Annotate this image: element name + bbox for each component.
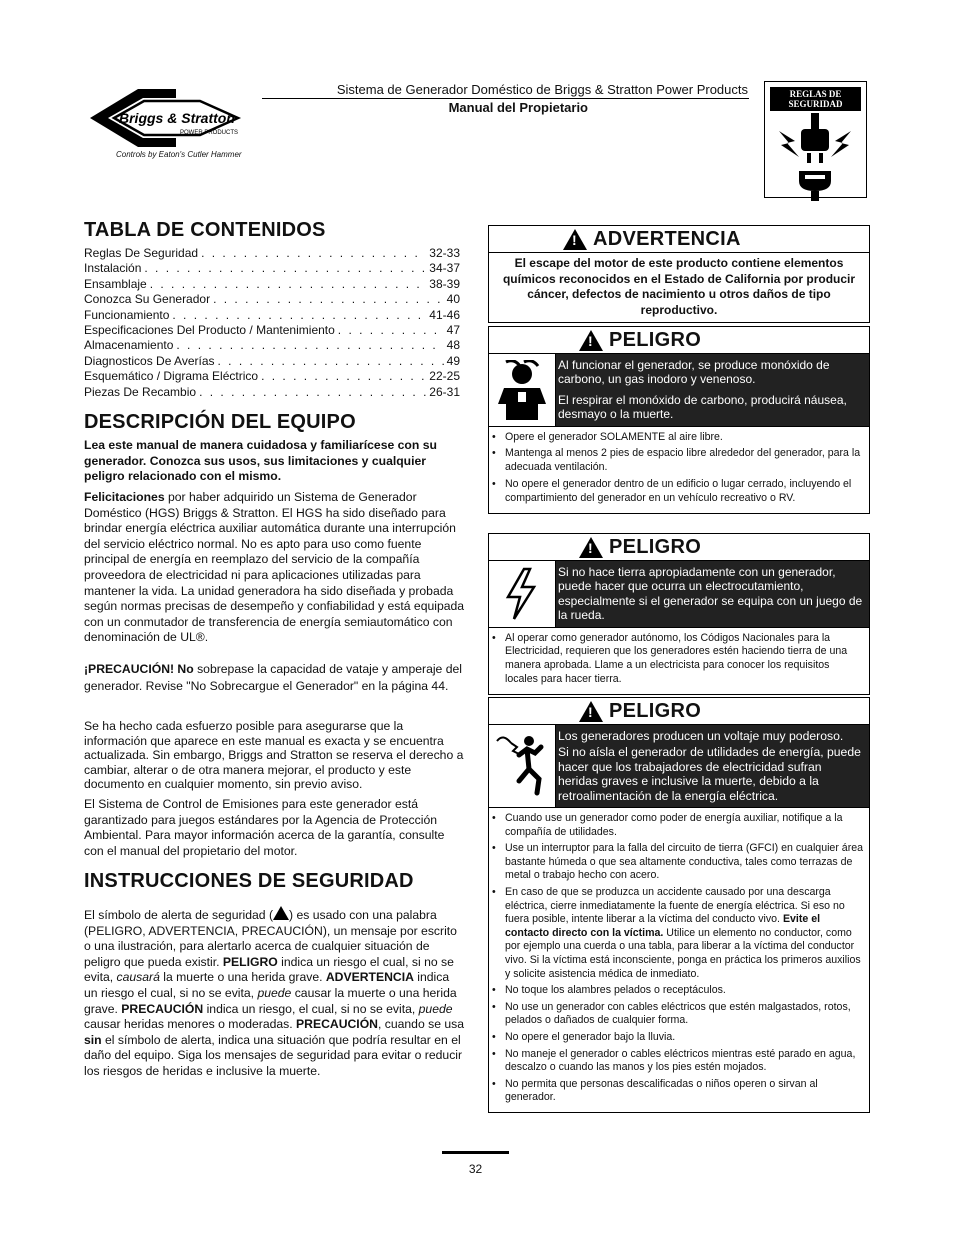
toc-row[interactable]: Ensamblaje . . . 38-39 (84, 277, 460, 292)
warning-text: El escape del motor de este producto contiene elementos químicos reconocidos en el Estado de California por producir cáncer, defectos de nacimiento u otros daños de tipo reproductivo. (502, 256, 856, 317)
toc-row[interactable]: Instalación . . . 34-37 (84, 261, 460, 276)
danger-bullets (489, 427, 869, 513)
description-congrats: Felicitaciones por haber adquirido un Sistema de Generador Doméstico (HGS) Briggs & Stratton. El HGS ha sido diseñado para brindar energía eléctrica auxiliar automática durante una interrupción del servicio eléctrico normal. No es apto para uso como fuente principal de energía en reemplazo del servicio de la compañía proveedora de electricidad ni para aplicaciones utilizadas para mantener la vida. La unidad generadora ha sido diseñada y probada según normas precisas de desempeño y confiabilidad y está equipada con un conmutador de transferencia de energía semiautomático con denominación de UL®. (84, 490, 465, 645)
toc-row[interactable]: Almacenamiento . . . 48 (84, 338, 460, 353)
danger-bullets (489, 808, 869, 1112)
header-title: Sistema de Generador Doméstico de Briggs & Stratton Power Products (336, 82, 748, 97)
danger-label: PELIGRO (609, 535, 702, 558)
page-number: 32 (468, 1162, 483, 1176)
list-item: • No opere el generador dentro de un edificio o lugar cerrado, incluyendo el compartimiento del generador en un vehículo recreativo o RV. (505, 478, 865, 506)
electrocution-person-icon (489, 725, 556, 807)
danger-header (489, 327, 869, 354)
danger-box-grounding (488, 533, 870, 695)
list-item: • No toque los alambres pelados o receptáculos. (505, 984, 865, 998)
description-intro: Lea este manual de manera cuidadosa y familiarícese con su generador. Conozca sus usos, sus limitaciones y cualquier peligro relacionado con el mismo. (84, 438, 437, 484)
toc-row[interactable]: Especificaciones Del Producto / Mantenimiento . . . 47 (84, 323, 460, 338)
danger-text: El respirar el monóxido de carbono, producirá náusea, desmayo o la muerte. (558, 392, 847, 422)
description-title: DESCRIPCIÓN DEL EQUIPO (84, 411, 356, 433)
list-item: • Mantenga al menos 2 pies de espacio libre alrededor del generador, para la adecuada ventilación. (505, 447, 865, 475)
danger-label: PELIGRO (609, 699, 702, 722)
list-item: • En caso de que se produzca un accidente causado por una descarga eléctrica, cierre inmediatamente la fuente de energía eléctrica. Si eso no fuera posible, intente liberar a la víctima del conducto vivo. Evite el contacto directo con la víctima. Utilice un elemento no conductor, como por ejemplo una cuerda o una tabla, para liberar a la víctima del conductor vivo. Si la víctima está inconsciente, ponga en práctica los primeros auxilios y solicite asistencia médica de inmediato. (505, 886, 865, 981)
electric-shock-icon (489, 561, 556, 627)
danger-text: Al funcionar el generador, se produce monóxido de carbono, un gas inodoro y venenoso. (558, 358, 830, 387)
list-item: • No opere el generador bajo la lluvia. (505, 1031, 865, 1045)
danger-label: PELIGRO (609, 328, 702, 351)
toc-title: TABLA DE CONTENIDOS (84, 219, 326, 241)
warning-header (489, 226, 869, 253)
toc-row[interactable]: Esquemático / Digrama Eléctrico . . . 22-25 (84, 369, 460, 384)
instructions-text: El símbolo de alerta de seguridad ( ) es usado con una palabra (PELIGRO, ADVERTENCIA, PRECAUCIÓN), un mensaje por escrito o una ilustración, para alertarlo acerca de cualquier situación de peligro que pueda existir. PELIGRO indica un riesgo el cual, si no se evita, causará la muerte o una herida grave. ADVERTENCIA indica un riesgo el cual, si no se evita, puede causar la muerte o una herida grave. PRECAUCIÓN indica un riesgo, el cual, si no se evita, puede causar heridas menores o moderadas. PRECAUCIÓN, cuando se usa sin el símbolo de alerta, indica una situación que podría resultar en el daño del equipo. Siga los mensajes de seguridad para evitar o reducir los riesgos de heridas e inclusive la muerte. (84, 908, 465, 1078)
list-item: • No maneje el generador o cables eléctricos mientras esté parado en agua, descalzo o cuando las manos y los pies estén mojados. (505, 1048, 865, 1075)
list-item: • Al operar como generador autónomo, los Códigos Nacionales para la Electricidad, requieren que los generadores estén haciendo tierra de una manera aprobada. Llame a un electricista para conocer los requisitos locales para hacer tierra. (505, 632, 865, 687)
logo-sub: POWER PRODUCTS (180, 130, 239, 136)
toc-row[interactable]: Conozca Su Generador . . . 40 (84, 292, 460, 307)
list-item: • Opere el generador SOLAMENTE al aire libre. (505, 431, 865, 445)
safety-badge-label: REGLAS DE SEGURIDAD (770, 87, 861, 111)
danger-header (489, 534, 869, 561)
warning-box (488, 225, 870, 323)
footer-bar (442, 1151, 509, 1154)
alert-symbol-icon (273, 906, 289, 920)
description-caution: ¡PRECAUCIÓN! No sobrepase la capacidad de vataje y amperaje del generador. Revise "No Sobrecargue el Generador" en la página 44. (84, 662, 462, 693)
instructions-title: INSTRUCCIONES DE SEGURIDAD (84, 870, 414, 892)
plug-shock-icon (765, 111, 866, 201)
danger-box-backfeed (488, 697, 870, 1113)
carbon-monoxide-hazard-icon (489, 354, 556, 426)
safety-rules-badge (764, 81, 867, 198)
description-accuracy: Se ha hecho cada esfuerzo posible para asegurarse que la información que aparece en este manual es exacta y se encuentra actualizada. Sin embargo, Briggs and Stratton se reserva el derecho a cambiar, alterar o de otra manera mejorar, el producto y este documento en cualquier momento, sin previo aviso. (84, 719, 464, 792)
alert-triangle-icon (579, 701, 603, 722)
list-item: • Cuando use un generador como poder de energía auxiliar, notifique a la compañía de utilidades. (505, 812, 865, 839)
danger-text: Si no hace tierra apropiadamente con un generador, puede hacer que ocurra un electrocutamiento, especialmente si el generador se equipa con un juego de la rueda. (556, 561, 869, 627)
toc-row[interactable]: Piezas De Recambio . . . 26-31 (84, 385, 460, 400)
danger-bullets (489, 628, 869, 694)
alert-triangle-icon (563, 229, 587, 250)
description-emissions: El Sistema de Control de Emisiones para este generador está garantizado para juegos estándares por la Agencia de Protección Ambiental. Para mayor información acerca de la garantía, consulte con el manual del propietario del motor. (84, 797, 445, 858)
toc-row[interactable]: Reglas De Seguridad . . . 32-33 (84, 246, 460, 261)
list-item: • Use un interruptor para la falla del circuito de tierra (GFCI) en cualquier área bastante húmeda o que sea altamente conductiva, tales como terrazas de metal o trabajo hecho con acero. (505, 842, 865, 883)
toc-row[interactable]: Diagnosticos De Averías . . . 49 (84, 354, 460, 369)
alert-triangle-icon (579, 330, 603, 351)
alert-triangle-icon (579, 537, 603, 558)
danger-text: Si no aísla el generador de utilidades de energía, puede hacer que los trabajadores de electricidad sufran heridas graves e inclusive la muerte, debido a la retroalimentación de la energía eléctrica. (558, 745, 861, 803)
danger-box-carbon-monoxide (488, 326, 870, 514)
toc-row[interactable]: Funcionamiento . . . 41-46 (84, 308, 460, 323)
list-item: • No use un generador con cables eléctricos que estén malgastados, rotos, pelados o dañados de cualquier forma. (505, 1001, 865, 1028)
header-rule (262, 98, 749, 99)
danger-text: Los generadores producen un voltaje muy poderoso. (558, 729, 844, 743)
warning-label: ADVERTENCIA (593, 227, 741, 250)
header-subtitle: Manual del Propietario (448, 100, 588, 115)
table-of-contents (84, 246, 460, 400)
logo-brand: Briggs & Stratton (119, 110, 235, 126)
danger-header (489, 698, 869, 725)
list-item: • No permita que personas descalificadas o niños operen o sirvan al generador. (505, 1078, 865, 1105)
logo-caption: Controls by Eaton's Cutler Hammer (116, 150, 242, 159)
